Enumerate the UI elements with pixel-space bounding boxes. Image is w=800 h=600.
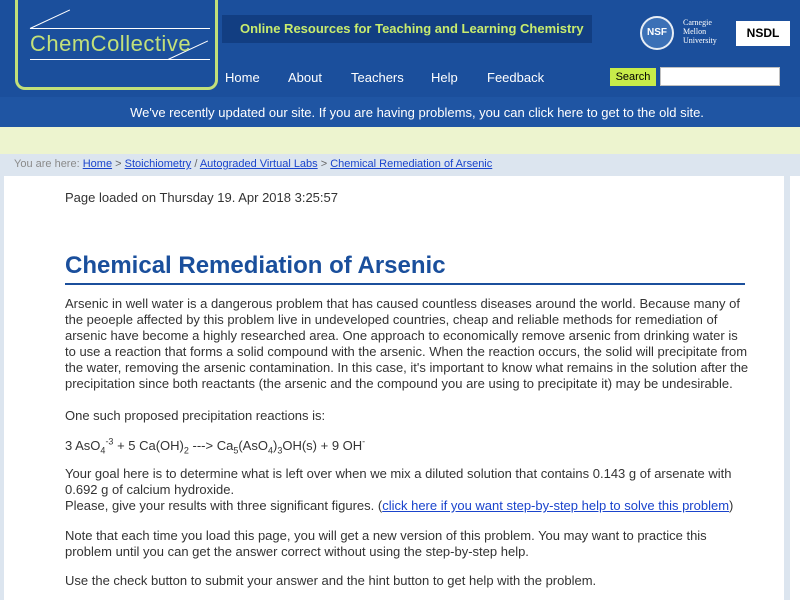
breadcrumb-separator: > [115,158,122,170]
page-title: Chemical Remediation of Arsenic [65,252,446,279]
nsf-logo[interactable]: NSF [640,16,674,50]
reaction-intro: One such proposed precipitation reactions is: [65,408,326,423]
title-underline [65,283,745,285]
cmu-logo[interactable] [683,18,717,45]
sigfig-instruction: Please, give your results with three significant figures. (click here if you want step-by-step help to solve this problem) [65,498,734,513]
breadcrumb-current[interactable]: Chemical Remediation of Arsenic [330,158,493,170]
breadcrumb-autograded-labs[interactable]: Autograded Virtual Labs [199,158,318,170]
site-header [0,0,800,97]
breadcrumb-separator: > [320,158,328,170]
nav-feedback[interactable]: Feedback [487,70,545,85]
breadcrumb-stoichiometry[interactable]: Stoichiometry [124,158,192,170]
breadcrumb [14,158,492,170]
chemcollective-logo[interactable] [15,0,218,90]
cmu-line: University [683,36,717,45]
reaction-equation: 3 AsO$_4^{-3}$ + 5 $Ca(OH)_2$ ---> $Ca_5(AsO_4)_3OH(s) + 9$ OH- [65,436,366,456]
breadcrumb-separator: / [194,158,198,170]
notice-bar [0,97,800,127]
tagline: Online Resources for Teaching and Learning Chemistry [240,21,584,36]
cmu-line: Mellon [683,27,707,36]
logo-rule-top [30,28,210,29]
breadcrumb-prefix: You are here: [14,158,80,170]
tagline-bar [222,15,592,43]
cmu-line: Carnegie [683,18,712,27]
breadcrumb-home[interactable]: Home [82,158,113,170]
nav-teachers[interactable]: Teachers [351,70,404,85]
logo-text: ChemCollective [30,31,192,56]
nav-home[interactable]: Home [225,70,260,85]
intro-paragraph: Arsenic in well water is a dangerous problem that has caused countless diseases around the world. Because many of the peoeple affected by this problem live in undeveloped countries, cheap and reliable methods for remediation of arsenic have become a highly researched area. One approach to economically remove arsenic from drinking water is to use a reaction that forms a solid compound with the arsenic. When the reaction occurs, the solid will precipitate from the water, removing the arsenic contamination. In this case, it's important to know what remains in the solution after the precipitation since both reactants (the arsenic and the compound you are using to precipitate it) may be undesirable. [65,296,749,391]
instructions-paragraph: Use the check button to submit your answer and the hint button to get help with the problem. [65,573,597,588]
goal-paragraph: Your goal here is to determine what is left over when we mix a diluted solution that contains 0.143 g of arsenate with 0.692 g of calcium hydroxide. [65,466,732,497]
nsdl-logo[interactable]: NSDL [736,21,790,46]
green-band [0,127,800,154]
nav-help[interactable]: Help [431,70,458,85]
nav-about[interactable]: About [288,70,322,85]
step-by-step-help-link[interactable]: click here if you want step-by-step help to solve this problem [382,498,730,513]
page-loaded-timestamp: Page loaded on Thursday 19. Apr 2018 3:25:57 [65,190,338,205]
search-input[interactable] [660,67,780,86]
old-site-notice-link[interactable]: We've recently updated our site. If you are having problems, you can click here to get to the old site. [130,105,704,120]
note-paragraph: Note that each time you load this page, you will get a new version of this problem. You may want to practice this problem until you can get the answer correct without using the step-by-step help. [65,528,707,559]
logo-rule-bottom [30,59,210,60]
logo-slash-left [30,9,70,29]
search-button[interactable]: Search [610,68,656,86]
